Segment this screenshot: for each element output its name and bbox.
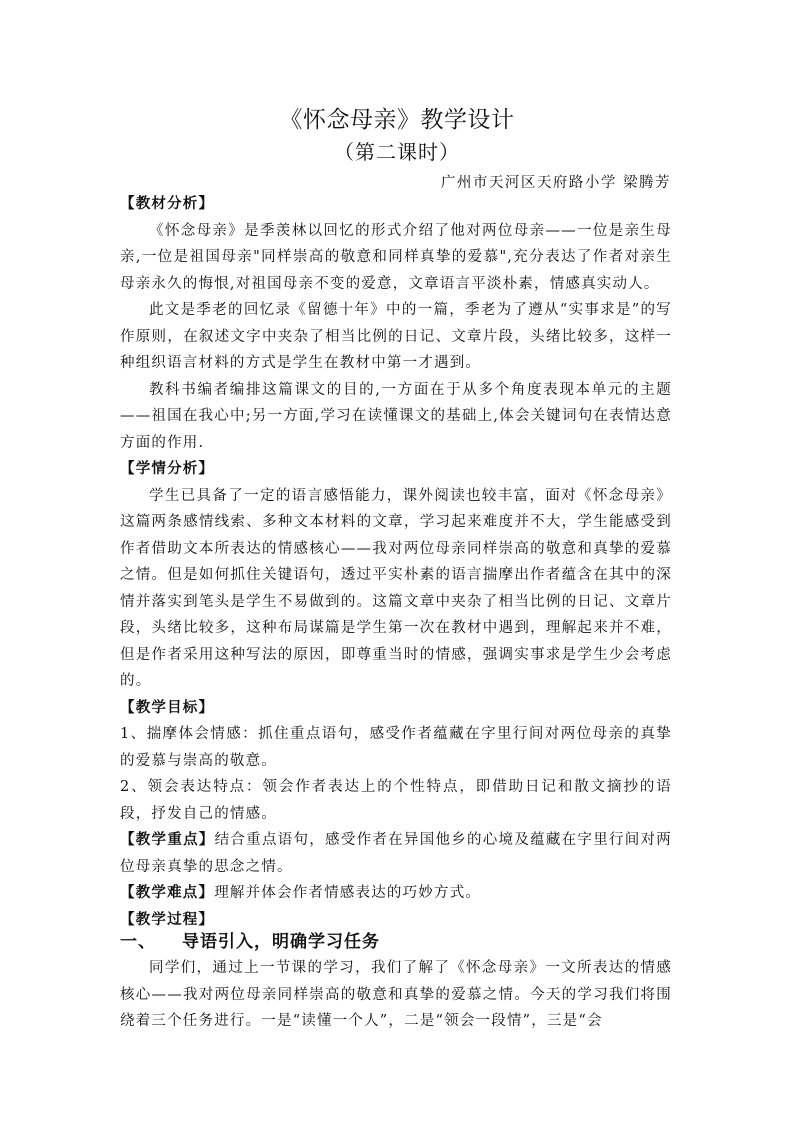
- teaching-focus-heading: 【教学重点】: [120, 831, 215, 848]
- teaching-focus-line: [120, 827, 672, 880]
- document-subtitle: （第二课时）: [334, 140, 460, 164]
- step-one-section: [120, 955, 672, 1035]
- document-title: 《怀念母亲》教学设计: [279, 107, 515, 133]
- teaching-goal-item: 2、领会表达特点：领会作者表达上的个性特点，即借助日记和散文摘抄的语段，抒发自己的情感。: [120, 779, 672, 822]
- textbook-analysis-paragraph: 教科书编者编排这篇课文的目的,一方面在于从多个角度表现本单元的主题——祖国在我心中;另一方面,学习在读懂课文的基础上,体会关键词句在表情达意方面的作用.: [120, 381, 672, 451]
- step-one-text: 导语引入，明确学习任务: [182, 932, 380, 952]
- step-one-title: [120, 927, 380, 952]
- teaching-goal-item: 1、揣摩体会情感：抓住重点语句，感受作者蕴藏在字里行间对两位母亲的真挚的爱慕与崇高的敬意。: [120, 726, 672, 769]
- step-one-number: 一、: [120, 932, 156, 952]
- student-analysis-paragraph: 学生已具备了一定的语言感悟能力，课外阅读也较丰富，面对《怀念母亲》这篇两条感情线索、多种文本材料的文章，学习起来难度并不大，学生能感受到作者借助文本所表达的情感核心——我对两位母亲同样崇高的敬意和真挚的爱慕之情。但是如何抓住关键语句，透过平实朴素的语言揣摩出作者蕴含在其中的深情并落实到笔头是学生不易做到的。这篇文章中夹杂了相当比例的日记、文章片段，头绪比较多，这种布局谋篇是学生第一次在教材中遇到，理解起来并不难，但是作者采用这种写法的原因，即尊重当时的情感，强调实事求是学生少会考虑的。: [120, 487, 672, 689]
- teaching-goals-heading: 【教学目标】: [120, 698, 215, 716]
- teaching-focus-text: 结合重点语句，感受作者在异国他乡的心境及蕴藏在字里行间对两位母亲真挚的思念之情。: [120, 832, 672, 875]
- author-line: 广州市天河区天府路小学 梁腾芳: [440, 175, 671, 191]
- student-analysis-heading: 【学情分析】: [120, 460, 215, 477]
- teaching-difficulty-heading: 【教学难点】: [120, 884, 215, 901]
- teaching-process-heading: 【教学过程】: [120, 910, 215, 928]
- teaching-difficulty-text: 理解并体会作者情感表达的巧妙方式。: [214, 885, 482, 901]
- textbook-analysis-heading: 【教材分析】: [120, 195, 215, 212]
- textbook-analysis-section: [120, 191, 672, 933]
- step-one-paragraph: 同学们，通过上一节课的学习，我们了解了《怀念母亲》一文所表达的情感核心——我对两位母亲同样崇高的敬意和真挚的爱慕之情。今天的学习我们将围绕着三个任务进行。一是“读懂一个人”，二是“领会一段情”，三是“会: [120, 960, 672, 1029]
- teaching-difficulty-line: [120, 880, 672, 907]
- textbook-analysis-paragraph: 《怀念母亲》是季羡林以回忆的形式介绍了他对两位母亲——一位是亲生母亲,一位是祖国母亲"同样崇高的敬意和同样真挚的爱慕",充分表达了作者对亲生母亲永久的悔恨,对祖国母亲不变的爱意，文章语言平淡朴素，情感真实动人。: [120, 222, 672, 292]
- textbook-analysis-paragraph: 此文是季老的回忆录《留德十年》中的一篇，季老为了遵从“实事求是”的写作原则，在叙述文字中夹杂了相当比例的日记、文章片段，头绪比较多，这样一种组织语言材料的方式是学生在教材中第一才遇到。: [120, 302, 672, 371]
